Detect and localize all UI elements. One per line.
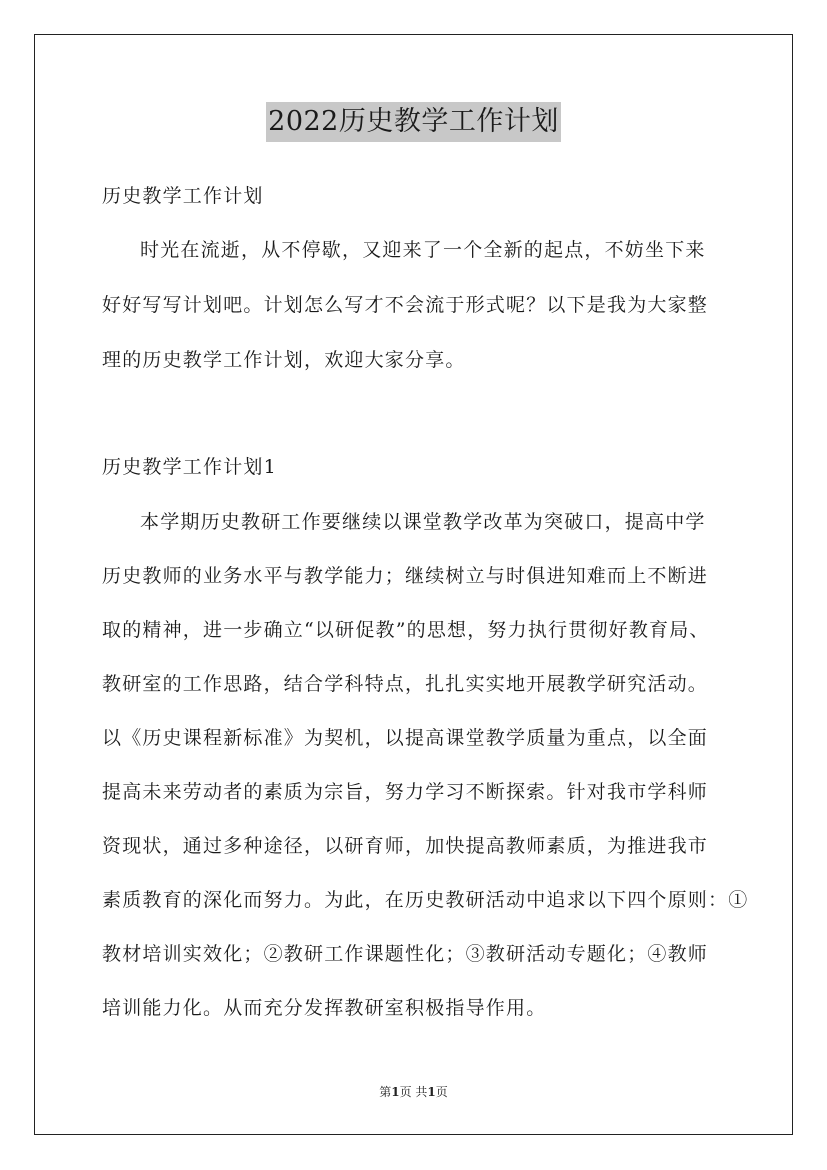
document-title: 2022历史教学工作计划 — [266, 102, 561, 142]
page-label-prefix: 第 — [379, 1085, 392, 1099]
body-line: 教研室的工作思路，结合学科特点，扎扎实实地开展教学研究活动。 — [102, 673, 709, 695]
body-line: 历史教师的业务水平与教学能力；继续树立与时俱进知难而上不断进 — [102, 565, 709, 587]
intro-line: 时光在流逝，从不停歇，又迎来了一个全新的起点，不妨坐下来 — [140, 239, 706, 261]
section-heading: 历史教学工作计划1 — [102, 456, 277, 478]
page-label-suffix: 页 — [435, 1085, 448, 1099]
page-footer — [0, 1083, 827, 1100]
body-line: 本学期历史教研工作要继续以课堂教学改革为突破口，提高中学 — [140, 511, 706, 533]
title-container — [0, 102, 827, 142]
page-current-number: 1 — [391, 1085, 400, 1099]
intro-line: 好好写写计划吧。计划怎么写才不会流于形式呢？以下是我为大家整 — [102, 294, 709, 316]
page-total-number: 1 — [427, 1085, 436, 1099]
body-line: 取的精神，进一步确立“以研促教”的思想，努力执行贯彻好教育局、 — [102, 619, 710, 641]
intro-line: 理的历史教学工作计划，欢迎大家分享。 — [102, 349, 466, 371]
body-line: 以《历史课程新标准》为契机，以提高课堂教学质量为重点，以全面 — [102, 727, 709, 749]
body-line: 培训能力化。从而充分发挥教研室积极指导作用。 — [102, 997, 547, 1019]
body-line: 资现状，通过多种途径，以研育师，加快提高教师素质，为推进我市 — [102, 835, 709, 857]
body-line: 教材培训实效化；②教研工作课题性化；③教研活动专题化；④教师 — [102, 943, 709, 965]
subtitle: 历史教学工作计划 — [102, 185, 264, 207]
page-label-mid: 页 共 — [399, 1085, 428, 1099]
body-line: 提高未来劳动者的素质为宗旨，努力学习不断探索。针对我市学科师 — [102, 781, 709, 803]
body-line: 素质教育的深化而努力。为此，在历史教研活动中追求以下四个原则：① — [102, 889, 749, 911]
